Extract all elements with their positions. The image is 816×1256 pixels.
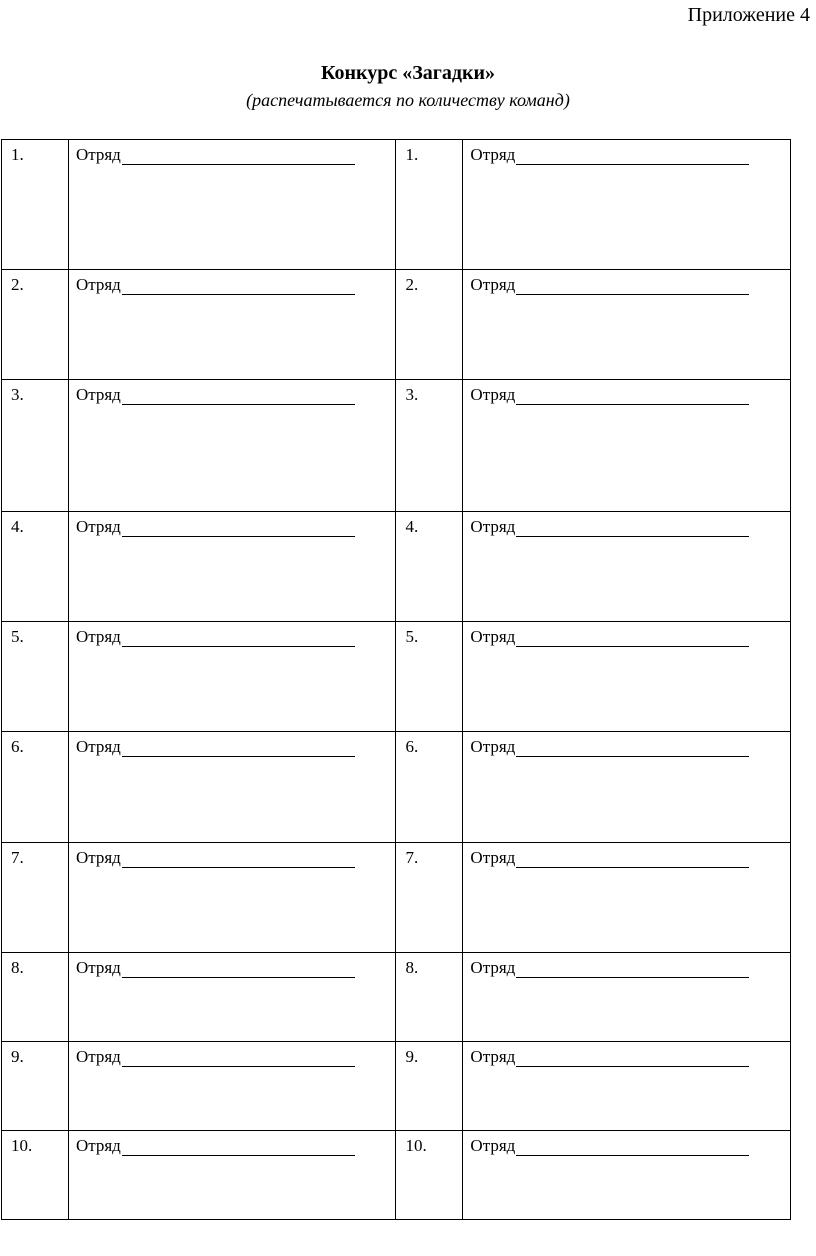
card-number: 7. bbox=[11, 848, 24, 867]
card-number: 5. bbox=[405, 627, 419, 646]
card-team-cell-left bbox=[68, 1131, 396, 1220]
card-number: 10. bbox=[11, 1136, 33, 1155]
card-number-cell-right bbox=[396, 953, 463, 1042]
team-name-blank[interactable] bbox=[516, 740, 749, 757]
team-line bbox=[69, 140, 396, 165]
team-line bbox=[463, 1042, 790, 1067]
team-line bbox=[69, 732, 396, 757]
card-team-cell-right bbox=[463, 512, 791, 622]
card-team-cell-left bbox=[68, 953, 396, 1042]
card-number: 2. bbox=[11, 275, 24, 294]
card-team-cell-left bbox=[68, 512, 396, 622]
team-line bbox=[69, 953, 396, 978]
team-label: Отряд bbox=[75, 1136, 121, 1155]
team-name-blank[interactable] bbox=[122, 740, 355, 757]
card-number: 3. bbox=[11, 385, 24, 404]
card-number: 6. bbox=[11, 737, 24, 756]
card-team-cell-right bbox=[463, 622, 791, 732]
card-number-cell-right bbox=[396, 622, 463, 732]
page-subtitle: (распечатывается по количеству команд) bbox=[246, 90, 570, 110]
team-line bbox=[69, 270, 396, 295]
card-number-cell-left bbox=[2, 140, 69, 270]
card-number-cell-right bbox=[396, 1042, 463, 1131]
team-label: Отряд bbox=[470, 275, 516, 294]
team-label: Отряд bbox=[470, 627, 516, 646]
team-name-blank[interactable] bbox=[516, 388, 749, 405]
team-line bbox=[463, 140, 790, 165]
team-line bbox=[69, 1042, 396, 1067]
team-label: Отряд bbox=[75, 385, 121, 404]
team-line bbox=[69, 380, 396, 405]
card-team-cell-right bbox=[463, 380, 791, 512]
card-number-cell-left bbox=[2, 732, 69, 843]
card-number-cell-right bbox=[396, 270, 463, 380]
team-name-blank[interactable] bbox=[122, 851, 355, 868]
team-line bbox=[463, 380, 790, 405]
team-label: Отряд bbox=[470, 848, 516, 867]
card-team-cell-left bbox=[68, 622, 396, 732]
card-number-cell-left bbox=[2, 1131, 69, 1220]
team-label: Отряд bbox=[470, 385, 516, 404]
card-number-cell-right bbox=[396, 843, 463, 953]
team-label: Отряд bbox=[75, 627, 121, 646]
card-number: 1. bbox=[405, 145, 419, 164]
team-name-blank[interactable] bbox=[122, 961, 355, 978]
card-team-cell-left bbox=[68, 140, 396, 270]
team-name-blank[interactable] bbox=[122, 520, 355, 537]
card-number-cell-right bbox=[396, 140, 463, 270]
card-row bbox=[2, 732, 791, 843]
team-line bbox=[463, 270, 790, 295]
card-number: 9. bbox=[405, 1047, 419, 1066]
team-name-blank[interactable] bbox=[122, 630, 355, 647]
card-row bbox=[2, 843, 791, 953]
riddle-cards-body bbox=[2, 140, 791, 1220]
team-name-blank[interactable] bbox=[516, 851, 749, 868]
appendix-label: Приложение 4 bbox=[687, 4, 810, 26]
team-label: Отряд bbox=[75, 275, 121, 294]
team-line bbox=[69, 843, 396, 868]
card-row bbox=[2, 1131, 791, 1220]
card-team-cell-left bbox=[68, 380, 396, 512]
team-line bbox=[69, 512, 396, 537]
card-team-cell-left bbox=[68, 732, 396, 843]
card-team-cell-right bbox=[463, 140, 791, 270]
card-number: 4. bbox=[11, 517, 24, 536]
page-title: Конкурс «Загадки» bbox=[320, 62, 496, 84]
card-team-cell-left bbox=[68, 843, 396, 953]
team-label: Отряд bbox=[75, 848, 121, 867]
team-label: Отряд bbox=[470, 737, 516, 756]
card-team-cell-right bbox=[463, 270, 791, 380]
team-line bbox=[463, 732, 790, 757]
card-number: 4. bbox=[405, 517, 419, 536]
card-team-cell-right bbox=[463, 953, 791, 1042]
card-row bbox=[2, 953, 791, 1042]
team-label: Отряд bbox=[75, 958, 121, 977]
team-name-blank[interactable] bbox=[516, 520, 749, 537]
team-line bbox=[463, 843, 790, 868]
card-number-cell-right bbox=[396, 380, 463, 512]
team-label: Отряд bbox=[470, 145, 516, 164]
card-team-cell-right bbox=[463, 843, 791, 953]
card-number-cell-left bbox=[2, 380, 69, 512]
card-number-cell-right bbox=[396, 732, 463, 843]
team-name-blank[interactable] bbox=[122, 1050, 355, 1067]
team-name-blank[interactable] bbox=[516, 1050, 749, 1067]
card-number: 2. bbox=[405, 275, 419, 294]
card-number-cell-left bbox=[2, 270, 69, 380]
team-name-blank[interactable] bbox=[122, 1139, 355, 1156]
card-number: 5. bbox=[11, 627, 24, 646]
card-row bbox=[2, 140, 791, 270]
team-name-blank[interactable] bbox=[122, 388, 355, 405]
card-number: 1. bbox=[11, 145, 24, 164]
team-name-blank[interactable] bbox=[516, 278, 749, 295]
card-team-cell-left bbox=[68, 1042, 396, 1131]
team-name-blank[interactable] bbox=[516, 1139, 749, 1156]
card-number-cell-left bbox=[2, 1042, 69, 1131]
card-number-cell-left bbox=[2, 953, 69, 1042]
team-name-blank[interactable] bbox=[516, 148, 749, 165]
riddle-cards-table bbox=[1, 139, 791, 1220]
card-number-cell-right bbox=[396, 512, 463, 622]
team-line bbox=[463, 953, 790, 978]
card-number: 3. bbox=[405, 385, 419, 404]
team-label: Отряд bbox=[75, 517, 121, 536]
card-row bbox=[2, 622, 791, 732]
team-name-blank[interactable] bbox=[122, 148, 355, 165]
team-line bbox=[69, 622, 396, 647]
team-name-blank[interactable] bbox=[122, 278, 355, 295]
team-label: Отряд bbox=[470, 958, 516, 977]
card-row bbox=[2, 270, 791, 380]
card-number-cell-left bbox=[2, 512, 69, 622]
team-label: Отряд bbox=[470, 1047, 516, 1066]
card-row bbox=[2, 512, 791, 622]
team-name-blank[interactable] bbox=[516, 961, 749, 978]
team-label: Отряд bbox=[470, 517, 516, 536]
card-number-cell-left bbox=[2, 622, 69, 732]
team-line bbox=[463, 512, 790, 537]
team-label: Отряд bbox=[75, 145, 121, 164]
card-row bbox=[2, 1042, 791, 1131]
team-line bbox=[69, 1131, 396, 1156]
team-name-blank[interactable] bbox=[516, 630, 749, 647]
card-team-cell-right bbox=[463, 732, 791, 843]
card-number: 6. bbox=[405, 737, 419, 756]
card-number: 7. bbox=[405, 848, 419, 867]
team-label: Отряд bbox=[470, 1136, 516, 1155]
card-number: 8. bbox=[405, 958, 419, 977]
card-team-cell-left bbox=[68, 270, 396, 380]
team-line bbox=[463, 622, 790, 647]
team-line bbox=[463, 1131, 790, 1156]
card-number: 8. bbox=[11, 958, 24, 977]
team-label: Отряд bbox=[75, 1047, 121, 1066]
team-label: Отряд bbox=[75, 737, 121, 756]
card-number: 10. bbox=[405, 1136, 427, 1155]
card-number-cell-left bbox=[2, 843, 69, 953]
card-number: 9. bbox=[11, 1047, 24, 1066]
card-team-cell-right bbox=[463, 1131, 791, 1220]
card-number-cell-right bbox=[396, 1131, 463, 1220]
card-team-cell-right bbox=[463, 1042, 791, 1131]
card-row bbox=[2, 380, 791, 512]
